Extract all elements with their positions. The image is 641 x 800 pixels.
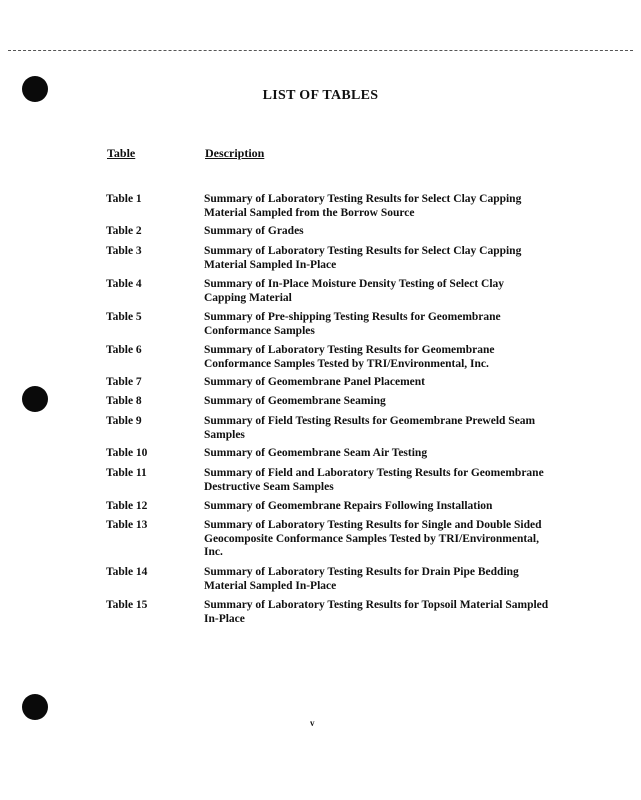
table-description: Summary of Laboratory Testing Results for Topsoil Material Sampled In-Place xyxy=(204,599,549,625)
top-edge-line xyxy=(8,50,633,51)
table-description: Summary of Laboratory Testing Results for Select Clay Capping Material Sampled In-Place xyxy=(204,245,522,271)
table-number: Table 13 xyxy=(106,519,148,531)
table-description: Summary of Geomembrane Repairs Following Installation xyxy=(204,500,493,512)
column-header-description: Description xyxy=(205,146,265,160)
table-description: Summary of In-Place Moisture Density Testing of Select Clay Capping Material xyxy=(204,278,505,304)
table-description: Summary of Laboratory Testing Results for Single and Double Sided Geocomposite Conformance Samples Tested by TRI/Environmental, Inc. xyxy=(204,519,542,558)
table-description: Summary of Laboratory Testing Results for Select Clay Capping Material Sampled from the Borrow Source xyxy=(204,193,522,219)
table-number: Table 10 xyxy=(106,447,148,459)
table-number: Table 7 xyxy=(106,376,142,388)
table-description: Summary of Field and Laboratory Testing Results for Geomembrane Destructive Seam Samples xyxy=(204,467,544,493)
table-number: Table 14 xyxy=(106,566,148,578)
table-description: Summary of Pre-shipping Testing Results for Geomembrane Conformance Samples xyxy=(204,311,501,337)
page-number: v xyxy=(310,718,315,728)
table-number: Table 11 xyxy=(106,467,147,479)
table-number: Table 2 xyxy=(106,225,142,237)
table-description: Summary of Laboratory Testing Results for Drain Pipe Bedding Material Sampled In-Place xyxy=(204,566,519,592)
table-description: Summary of Field Testing Results for Geomembrane Preweld Seam Samples xyxy=(204,415,536,441)
table-number: Table 15 xyxy=(106,599,148,611)
punch-hole-bottom xyxy=(22,694,48,720)
table-number: Table 4 xyxy=(106,278,142,290)
table-number: Table 12 xyxy=(106,500,148,512)
table-description: Summary of Geomembrane Seaming xyxy=(204,395,386,407)
table-description: Summary of Laboratory Testing Results for Geomembrane Conformance Samples Tested by TRI/Environmental, Inc. xyxy=(204,344,495,370)
table-description: Summary of Geomembrane Seam Air Testing xyxy=(204,447,428,459)
table-number: Table 8 xyxy=(106,395,142,407)
table-number: Table 3 xyxy=(106,245,142,257)
column-header-table: Table xyxy=(107,146,136,160)
table-description: Summary of Grades xyxy=(204,225,304,237)
table-number: Table 9 xyxy=(106,415,142,427)
table-number: Table 6 xyxy=(106,344,142,356)
table-number: Table 1 xyxy=(106,193,142,205)
punch-hole-middle xyxy=(22,386,48,412)
page-title: LIST OF TABLES xyxy=(262,88,379,103)
table-description: Summary of Geomembrane Panel Placement xyxy=(204,376,426,388)
table-number: Table 5 xyxy=(106,311,142,323)
